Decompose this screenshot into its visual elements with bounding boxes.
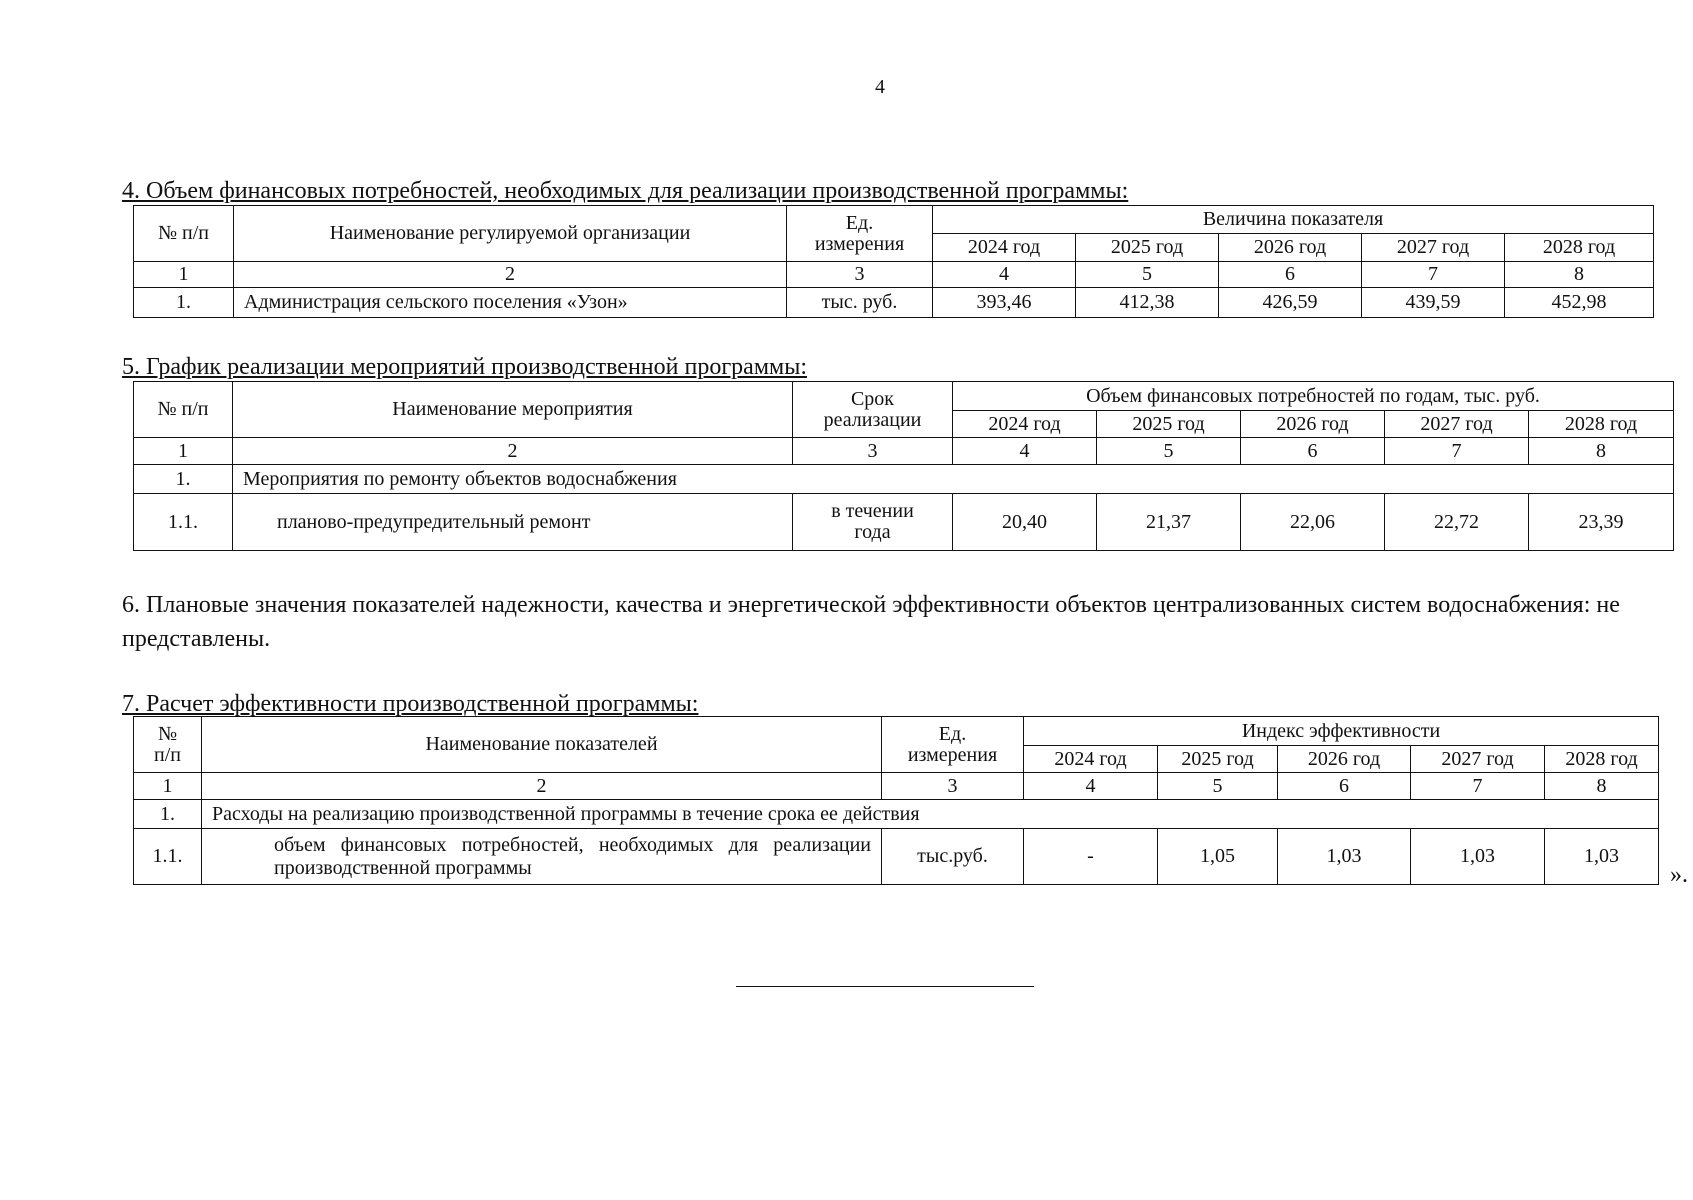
index-row: 1 2 3 4 5 6 7 8 [134,773,1659,800]
header-year: 2027 год [1411,746,1545,773]
header-year: 2024 год [933,234,1076,262]
efficiency-table [133,716,1659,885]
table-row: 1. Администрация сельского поселения «Узон» тыс. руб. 393,46 412,38 426,59 439,59 452,98 [134,288,1654,318]
header-year: 2028 год [1505,234,1654,262]
index-row: 1 2 3 4 5 6 7 8 [134,262,1654,288]
header-activity-name: Наименование мероприятия [233,382,793,438]
header-num: № п/п [134,382,233,438]
header-year: 2024 год [953,411,1097,438]
header-year: 2026 год [1219,234,1362,262]
signature-line-divider [736,986,1034,987]
header-year: 2024 год [1024,746,1158,773]
header-group: Величина показателя [933,206,1654,234]
header-term: Срок реализации [793,382,953,438]
section-5-heading: 5. График реализации мероприятий производственной программы: [122,354,807,380]
header-unit: Ед. измерения [882,717,1024,773]
header-unit: Ед. измерения [787,206,933,262]
header-year: 2026 год [1241,411,1385,438]
financial-needs-table [133,205,1654,318]
index-row: 1 2 3 4 5 6 7 8 [134,438,1674,465]
header-num: № п/п [134,717,202,773]
header-year: 2027 год [1362,234,1505,262]
header-year: 2028 год [1529,411,1674,438]
header-year: 2026 год [1278,746,1411,773]
activities-schedule-table [133,381,1674,551]
section-6-text: 6. Плановые значения показателей надежности, качества и энергетической эффективности объектов централизованных систем водоснабжения: не представлены. [122,592,1620,652]
header-year: 2025 год [1158,746,1278,773]
section-4-heading: 4. Объем финансовых потребностей, необходимых для реализации производственной программы: [122,178,1129,204]
header-year: 2025 год [1097,411,1241,438]
header-num: № п/п [134,206,234,262]
closing-quote-mark: ». [1670,862,1688,888]
header-year: 2028 год [1545,746,1659,773]
group-row: 1. Расходы на реализацию производственной программы в течение срока ее действия [134,800,1659,829]
section-7-heading: 7. Расчет эффективности производственной программы: [122,691,699,717]
table-row: 1.1. объем финансовых потребностей, необходимых для реализации производственной программы тыс.руб. - 1,05 1,03 1,03 1,03 [134,829,1659,885]
header-year: 2027 год [1385,411,1529,438]
header-group: Индекс эффективности [1024,717,1659,746]
page-number: 4 [875,76,885,98]
table-row: 1.1. планово-предупредительный ремонт в течении года 20,40 21,37 22,06 22,72 23,39 [134,494,1674,551]
header-year: 2025 год [1076,234,1219,262]
header-org-name: Наименование регулируемой организации [234,206,787,262]
header-indicator-name: Наименование показателей [202,717,882,773]
header-group: Объем финансовых потребностей по годам, тыс. руб. [953,382,1674,411]
group-row: 1. Мероприятия по ремонту объектов водоснабжения [134,465,1674,494]
